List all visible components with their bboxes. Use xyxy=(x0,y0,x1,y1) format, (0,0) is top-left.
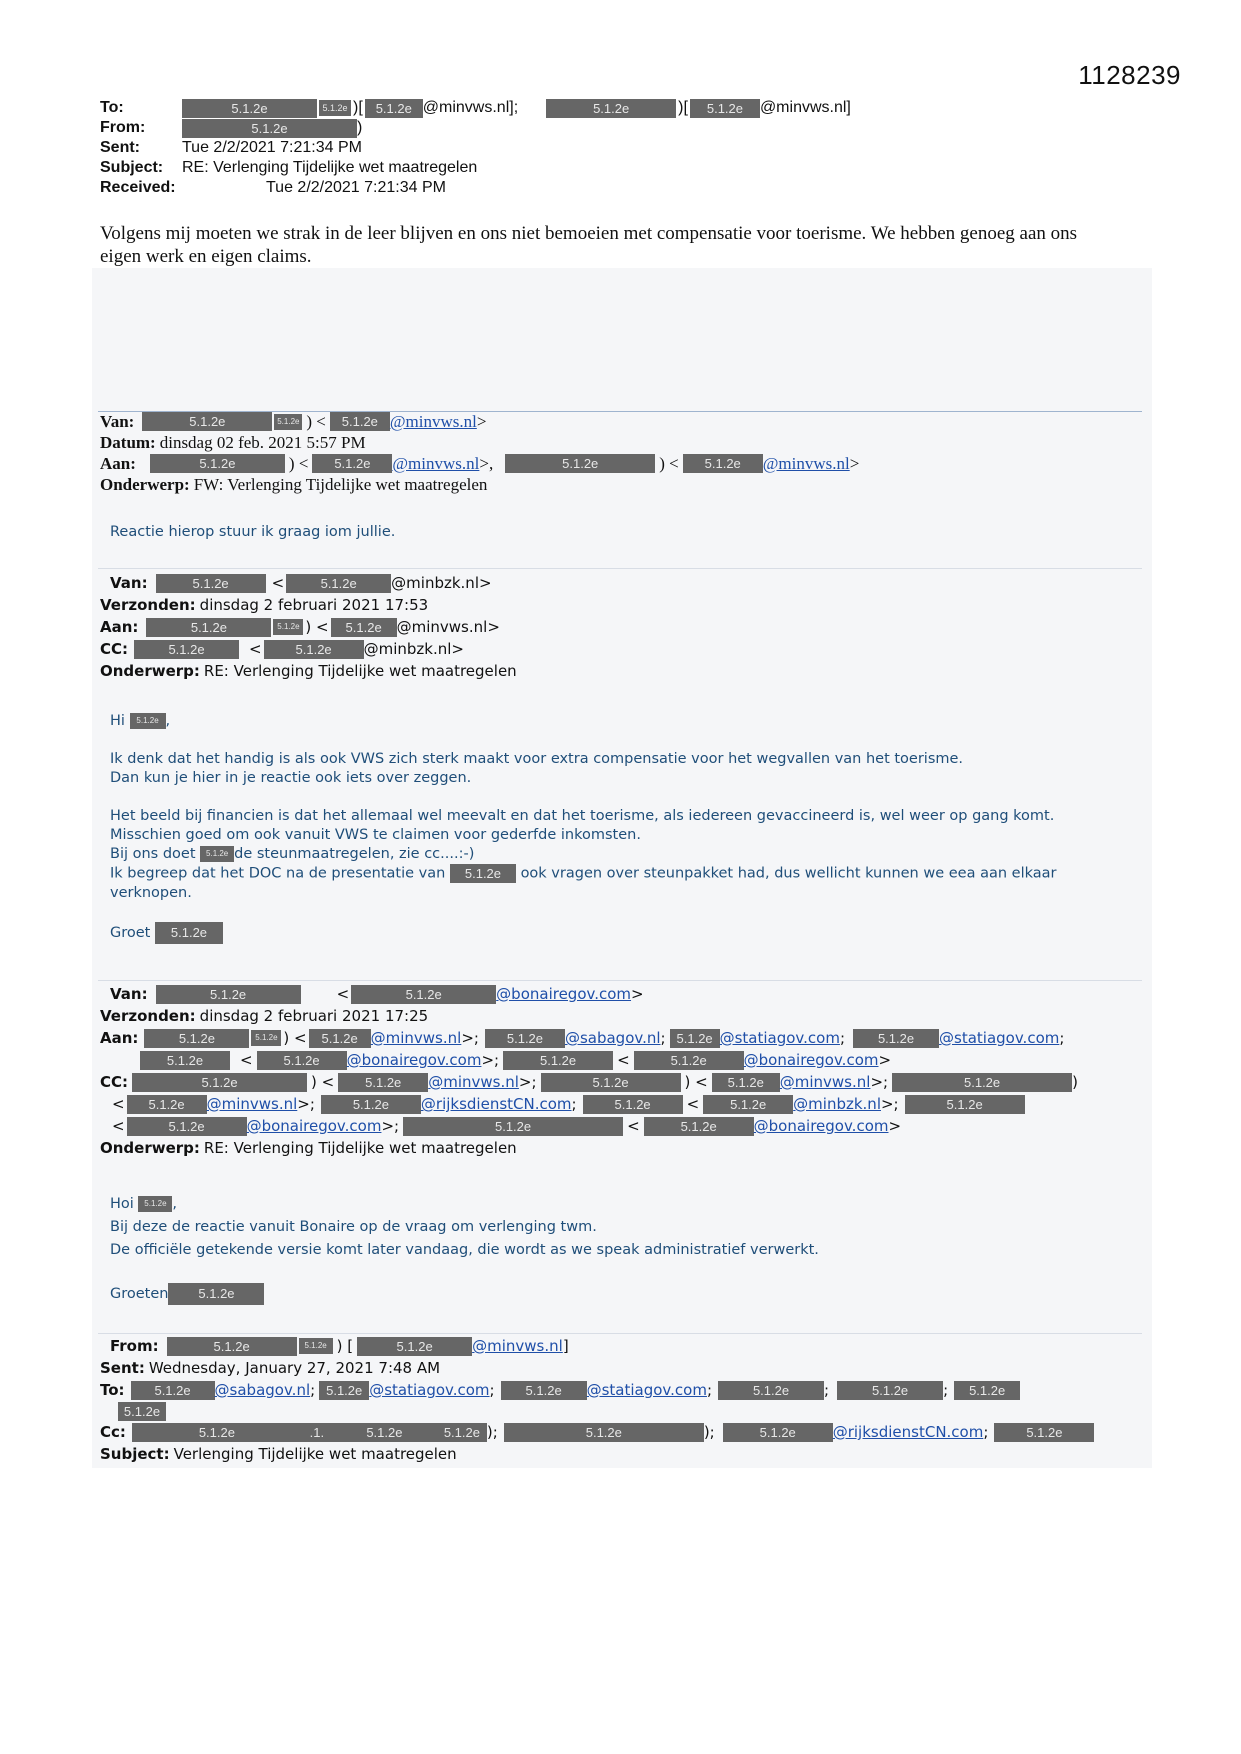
redaction: 5.1.2e xyxy=(644,1117,754,1136)
redaction: 5.1.2e xyxy=(132,1423,302,1442)
cc-domain: @minbzk.nl> xyxy=(363,640,464,658)
redaction: 5.1.2e xyxy=(853,1029,939,1048)
redaction: 5.1.2e xyxy=(127,1095,207,1114)
redaction: 5.1.2e xyxy=(718,1381,824,1400)
redaction: 5.1.2e xyxy=(130,713,166,729)
redaction: 5.1.2e xyxy=(712,1073,780,1092)
to-domain-1: @minvws.nl]; xyxy=(422,99,519,116)
redaction: 5.1.2e xyxy=(182,99,317,118)
subject-value: Verlenging Tijdelijke wet maatregelen xyxy=(173,1445,457,1463)
van-label: Van: xyxy=(110,574,148,592)
email-link[interactable]: @statiagov.com xyxy=(586,1381,707,1399)
onderwerp-value: RE: Verlenging Tijdelijke wet maatregelen xyxy=(203,1139,517,1157)
to-label: To: xyxy=(100,1381,125,1399)
paragraph-text: de steunmaatregelen, zie cc....:-) xyxy=(234,846,475,862)
redaction: 5.1.2e xyxy=(634,1051,744,1070)
subject-row xyxy=(100,158,1140,178)
aan-label: Aan: xyxy=(100,618,139,636)
email-link[interactable]: @bonairegov.com xyxy=(246,1117,382,1135)
redaction: 5.1.2e xyxy=(321,1095,421,1114)
redaction: 5.1.2e xyxy=(146,618,271,637)
aan-label: Aan: xyxy=(100,453,136,473)
email-link[interactable]: @minvws.nl xyxy=(762,453,850,473)
redaction: 5.1.2e xyxy=(140,1051,230,1070)
redaction: 5.1.2e xyxy=(168,1283,264,1305)
onderwerp-label: Onderwerp: xyxy=(100,1139,200,1157)
sent-row xyxy=(100,138,1140,158)
subject-value: RE: Verlenging Tijdelijke wet maatregelen xyxy=(182,159,478,176)
document-number: 1128239 xyxy=(1078,60,1181,90)
redaction: 5.1.2e xyxy=(503,1051,613,1070)
redaction: 5.1.2e xyxy=(200,846,234,862)
redaction: 5.1.2e xyxy=(723,1423,833,1442)
email5-header: From: 5.1.2e 5.1.2e ) [ 5.1.2e @minvws.nl ] Sent: Wednesday, January 27, 2021 7:48 AM To: 5.1.2e @sabagov.nl ; 5.1.2e @statiagov.com ; 5.1.2e @statiagov.com ; 5.1.2e ; 5.1.2e ; 5.1.2e 5.1.2e Cc: 5.1.2e .1. 5.1.2e 5.1.2e ); 5.1.2e ); 5.1.2e @rijksdienstCN.com ; 5.1.2e Subject: Verlenging Tijdelijke wet maatregelen xyxy=(100,1335,1150,1465)
redaction: 5.1.2e xyxy=(138,1196,172,1212)
redaction: 5.1.2e xyxy=(338,1073,428,1092)
closing: Groeten xyxy=(110,1286,169,1302)
email2-body: Reactie hierop stuur ik graag iom jullie. xyxy=(110,524,396,540)
van-domain: @minbzk.nl> xyxy=(391,574,492,592)
redaction: 5.1.2e xyxy=(182,119,357,138)
redaction: 5.1.2e xyxy=(994,1423,1094,1442)
redaction: 5.1.2e xyxy=(331,618,397,637)
redaction: 5.1.2e xyxy=(144,1029,249,1048)
email-link[interactable]: @bonairegov.com xyxy=(496,985,632,1003)
verzonden-label: Verzonden: xyxy=(100,1007,196,1025)
redaction: 5.1.2e xyxy=(167,1337,297,1356)
redaction: 5.1.2e xyxy=(450,864,516,883)
redaction: 5.1.2e xyxy=(703,1095,793,1114)
redaction: 5.1.2e xyxy=(837,1381,943,1400)
verzonden-label: Verzonden: xyxy=(100,596,196,614)
sent-label: Sent: xyxy=(100,1359,145,1377)
email-link[interactable]: @minvws.nl xyxy=(389,411,477,431)
paragraph-line: Het beeld bij financien is dat het allemaal wel meevalt en dat het toerisme, als iedereen gevaccineerd is, wel weer op gang komt. xyxy=(110,808,1055,824)
subject-label: Subject: xyxy=(100,1445,170,1463)
redaction: 5.1.2e xyxy=(132,1073,307,1092)
email-link[interactable]: @minvws.nl xyxy=(472,1337,563,1355)
redaction: 5.1.2e xyxy=(690,99,760,118)
redaction: 5.1.2e xyxy=(485,1029,565,1048)
closing: Groet xyxy=(110,924,151,941)
redaction: 5.1.2e xyxy=(683,454,763,473)
email2-header: Van: 5.1.2e 5.1.2e ) < 5.1.2e @minvws.nl > Datum: dinsdag 02 feb. 2021 5:57 PM Aan: 5.1.2e ) < 5.1.2e @minvws.nl >, 5.1.2e ) < 5.1.2e @minvws.nl > Onderwerp: FW: Verlenging Tijdelijke wet maatregelen xyxy=(100,411,860,494)
email3-header: Van: 5.1.2e < 5.1.2e @minbzk.nl> Verzonden: dinsdag 2 februari 2021 17:53 Aan: 5.1.2e 5.1.2e ) < 5.1.2e @minvws.nl> CC: 5.1.2e < 5.1.2e @minbzk.nl> Onderwerp: RE: Verlenging Tijdelijke wet maatregelen xyxy=(100,574,517,680)
redaction: 5.1.2e xyxy=(319,1381,369,1400)
redaction: 5.1.2e xyxy=(312,454,392,473)
email-link[interactable]: @statiagov.com xyxy=(369,1381,490,1399)
redaction: 5.1.2e xyxy=(150,454,285,473)
email1-body: Volgens mij moeten we strak in de leer blijven en ons niet bemoeien met compensatie voor toerisme. We hebben genoeg aan ons eigen werk en eigen claims. xyxy=(100,223,1078,267)
redaction: 5.1.2e xyxy=(332,1423,437,1442)
from-label: From: xyxy=(100,119,146,136)
paragraph-line: Bij deze de reactie vanuit Bonaire op de vraag om verlenging twm. xyxy=(110,1219,597,1235)
to-domain-2: @minvws.nl] xyxy=(759,99,851,116)
paragraph-line: Ik denk dat het handig is als ook VWS zich sterk maakt voor extra compensatie voor het wegvallen van het toerisme. xyxy=(110,751,964,767)
email-link[interactable]: @bonairegov.com xyxy=(346,1051,482,1069)
email-link[interactable]: @bonairegov.com xyxy=(753,1117,889,1135)
subject-label: Subject: xyxy=(100,159,164,176)
divider xyxy=(98,1333,1142,1334)
redaction: 5.1.2e xyxy=(251,1030,281,1046)
from-row: From: 5.1.2e ) xyxy=(100,119,363,136)
redaction: 5.1.2e xyxy=(273,619,303,635)
redaction: 5.1.2e xyxy=(501,1381,587,1400)
sent-value: Wednesday, January 27, 2021 7:48 AM xyxy=(148,1359,441,1377)
redaction: 5.1.2e xyxy=(257,1051,347,1070)
redaction: 5.1.2e xyxy=(905,1095,1025,1114)
divider xyxy=(98,980,1142,981)
datum-label: Datum: xyxy=(100,432,156,452)
paragraph-line: verknopen. xyxy=(110,884,192,901)
received-label: Received: xyxy=(100,179,176,196)
redaction: 5.1.2e xyxy=(892,1073,1072,1092)
van-label: Van: xyxy=(100,411,135,431)
divider xyxy=(98,568,1142,569)
onderwerp-value: FW: Verlenging Tijdelijke wet maatregelen xyxy=(193,474,488,494)
cc-label: CC: xyxy=(100,1073,129,1091)
redaction: 5.1.2e xyxy=(505,454,655,473)
paragraph-text: ook vragen over steunpakket had, dus wellicht kunnen we eea aan elkaar xyxy=(520,865,1057,882)
redaction: 5.1.2e xyxy=(309,1029,371,1048)
from-label: From: xyxy=(110,1337,159,1355)
onderwerp-value: RE: Verlenging Tijdelijke wet maatregelen xyxy=(203,662,517,680)
redaction: 5.1.2e xyxy=(504,1423,704,1442)
redaction: 5.1.2e xyxy=(351,985,496,1004)
email-link[interactable]: @bonairegov.com xyxy=(743,1051,879,1069)
redaction: 5.1.2e xyxy=(118,1402,166,1421)
aan-label: Aan: xyxy=(100,1029,139,1047)
paragraph-text: Ik begreep dat het DOC na de presentatie van xyxy=(110,865,446,882)
paragraph-text: Bij ons doet xyxy=(110,846,196,862)
cc-label: CC: xyxy=(100,640,129,658)
email3-body: Hi 5.1.2e , Ik denk dat het handig is als ook VWS zich sterk maakt voor extra compensatie voor het wegvallen van het toerisme. Dan kun je hier in je reactie ook iets over zeggen. Het beeld bij financien is dat het allemaal wel meevalt en dat het toerisme, als iedereen gevaccineerd is, wel weer op gang komt. Misschien goed om ook vanuit VWS te claimen voor gederfde inkomsten. Bij ons doet 5.1.2e de steunmaatregelen, zie cc....:-) Ik begreep dat het DOC na de presentatie van 5.1.2e ook vragen over steunpakket had, dus wellicht kunnen we eea aan elkaar verknopen. Groet 5.1.2e xyxy=(110,712,1140,944)
redaction: 5.1.2e xyxy=(541,1073,681,1092)
redaction: 5.1.2e xyxy=(365,99,423,118)
redaction: 5.1.2e xyxy=(274,414,302,430)
paragraph-line: De officiële getekende versie komt later vandaag, die wordt as we speak administratief verwerkt. xyxy=(110,1242,819,1258)
email-link[interactable]: @minvws.nl xyxy=(206,1095,298,1113)
greeting: Hoi xyxy=(110,1196,134,1212)
to-row: To: 5.1.2e 5.1.2e )[ 5.1.2e @minvws.nl]; 5.1.2e )[ 5.1.2e @minvws.nl] xyxy=(100,99,851,116)
redaction: 5.1.2e xyxy=(546,99,676,118)
email-link[interactable]: @minvws.nl xyxy=(392,453,480,473)
redaction: 5.1.2e xyxy=(142,412,272,431)
redaction: 5.1.2e xyxy=(319,100,351,116)
sent-value: Tue 2/2/2021 7:21:34 PM xyxy=(182,139,362,156)
redaction: 5.1.2e xyxy=(670,1029,720,1048)
greeting: Hi xyxy=(110,713,125,729)
redaction: 5.1.2e xyxy=(127,1117,247,1136)
redaction: .1. xyxy=(302,1423,332,1442)
email4-header: Van: 5.1.2e < 5.1.2e @bonairegov.com > Verzonden: dinsdag 2 februari 2021 17:25 Aan: 5.1.2e 5.1.2e ) < 5.1.2e @minvws.nl >; 5.1.2e @sabagov.nl ; 5.1.2e @statiagov.com ; 5.1.2e @statiagov.com ; 5.1.2e < 5.1.2e @bonairegov.com >; 5.1.2e < 5.1.2e @bonairegov.com > CC: 5.1.2e ) < 5.1.2e @minvws.nl >; 5.1.2e ) < 5.1.2e @minvws.nl >; 5.1.2e ) < 5.1.2e @minvws.nl >; 5.1.2e @rijksdienstCN.com ; 5.1.2e < 5.1.2e @minbzk.nl >; 5.1.2e < 5.1.2e @bonairegov.com >; 5.1.2e < 5.1.2e @bonairegov.com > Onderwerp: RE: Verlenging Tijdelijke wet maatregelen xyxy=(100,985,1078,1157)
email-link[interactable]: @minvws.nl xyxy=(779,1073,871,1091)
email-link[interactable]: @sabagov.nl xyxy=(564,1029,661,1047)
email4-body: Hoi 5.1.2e , Bij deze de reactie vanuit Bonaire op de vraag om verlenging twm. De officiële getekende versie komt later vandaag, die wordt as we speak administratief verwerkt. Groeten 5.1.2e xyxy=(110,1195,1140,1305)
redaction: 5.1.2e xyxy=(403,1117,623,1136)
onderwerp-label: Onderwerp: xyxy=(100,474,190,494)
email-link[interactable]: @statiagov.com xyxy=(719,1029,840,1047)
redaction: 5.1.2e xyxy=(134,640,239,659)
aan-domain: @minvws.nl> xyxy=(396,618,500,636)
cc-label: Cc: xyxy=(100,1423,126,1441)
verzonden-value: dinsdag 2 februari 2021 17:53 xyxy=(199,596,429,614)
received-row xyxy=(100,178,1140,198)
redaction: 5.1.2e xyxy=(131,1381,215,1400)
datum-value: dinsdag 02 feb. 2021 5:57 PM xyxy=(159,432,366,452)
email-link[interactable]: @minvws.nl xyxy=(428,1073,519,1091)
paragraph-line: Misschien goed om ook vanuit VWS te claimen voor gederfde inkomsten. xyxy=(110,827,641,843)
paragraph-line: Dan kun je hier in je reactie ook iets over zeggen. xyxy=(110,770,472,786)
redaction: 5.1.2e xyxy=(437,1423,487,1442)
redaction: 5.1.2e xyxy=(286,574,391,593)
redaction: 5.1.2e xyxy=(156,574,266,593)
email-link[interactable]: @sabagov.nl xyxy=(214,1381,311,1399)
redaction: 5.1.2e xyxy=(156,985,301,1004)
verzonden-value: dinsdag 2 februari 2021 17:25 xyxy=(199,1007,429,1025)
email-link[interactable]: @statiagov.com xyxy=(939,1029,1060,1047)
redaction: 5.1.2e xyxy=(299,1338,333,1354)
van-label: Van: xyxy=(110,985,148,1003)
sent-label: Sent: xyxy=(100,139,140,156)
redaction: 5.1.2e xyxy=(330,412,390,431)
email-link[interactable]: @rijksdienstCN.com xyxy=(420,1095,572,1113)
to-label: To: xyxy=(100,99,124,116)
redaction: 5.1.2e xyxy=(357,1337,472,1356)
redaction: 5.1.2e xyxy=(155,922,223,944)
redaction: 5.1.2e xyxy=(264,640,364,659)
email-link[interactable]: @minbzk.nl xyxy=(793,1095,881,1113)
redaction: 5.1.2e xyxy=(954,1381,1020,1400)
email1-header xyxy=(100,98,1140,198)
onderwerp-label: Onderwerp: xyxy=(100,662,200,680)
email-link[interactable]: @minvws.nl xyxy=(370,1029,462,1047)
redaction: 5.1.2e xyxy=(583,1095,683,1114)
email-link[interactable]: @rijksdienstCN.com xyxy=(832,1423,984,1441)
received-value: Tue 2/2/2021 7:21:34 PM xyxy=(266,179,446,196)
